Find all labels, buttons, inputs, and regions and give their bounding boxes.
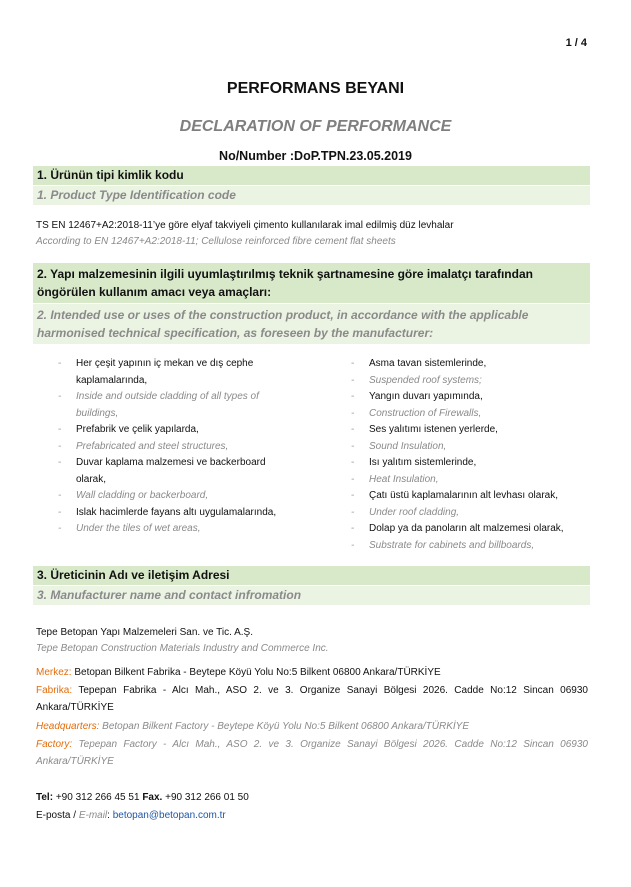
fax-label: Fax.	[142, 792, 163, 803]
page-number: 1 / 4	[565, 37, 587, 49]
section2-heading-en	[33, 304, 590, 344]
section2-heading-tr	[33, 263, 590, 303]
factory-label: Factory:	[36, 739, 73, 750]
list-item: - Her çeşit yapının iç mekan ve dış cephe kaplamalarında,	[58, 356, 293, 389]
list-item: - Duvar kaplama malzemesi ve backerboard olarak,	[58, 455, 293, 488]
list-item: - Substrate for cabinets and billboards,	[351, 538, 591, 555]
section2-heading-tr-line2: öngörülen kullanım amacı veya amaçları:	[37, 285, 272, 299]
fax-value: +90 312 266 01 50	[165, 792, 249, 803]
fabrika-label: Fabrika:	[36, 685, 73, 696]
list-item: - Under roof cladding,	[351, 505, 591, 522]
intended-uses-left-list	[58, 356, 293, 538]
section3-heading-en: 3. Manufacturer name and contact infromation	[33, 586, 590, 605]
list-item: - Wall cladding or backerboard,	[58, 488, 293, 505]
address-headquarters	[36, 718, 588, 735]
address-fabrika	[36, 682, 588, 716]
email-label-en: E-mail	[78, 810, 108, 821]
company-name-en: Tepe Betopan Construction Materials Industry and Commerce Inc.	[36, 643, 329, 654]
fabrika-text: Tepepan Fabrika - Alcı Mah., ASO 2. ve 3. Organize Sanayi Bölgesi 2026. Cadde No:12 Sincan 06930 Ankara/TÜRKİYE	[36, 685, 588, 713]
email-link[interactable]: betopan@betopan.com.tr	[112, 810, 226, 821]
list-item: - Suspended roof systems;	[351, 373, 591, 390]
intended-uses-right-list	[351, 356, 591, 554]
list-item: - Isı yalıtım sistemlerinde,	[351, 455, 591, 472]
tel-value: +90 312 266 45 51	[55, 792, 140, 803]
hq-label: Headquarters:	[36, 721, 100, 732]
section3-heading-tr: 3. Üreticinin Adı ve iletişim Adresi	[33, 566, 590, 585]
contact-phone	[36, 790, 249, 806]
title-en: DECLARATION OF PERFORMANCE	[179, 118, 452, 135]
section1-heading-en: 1. Product Type Identification code	[33, 186, 590, 205]
address-factory	[36, 736, 588, 770]
list-item: - Heat Insulation,	[351, 472, 591, 489]
merkez-text: Betopan Bilkent Fabrika - Beytepe Köyü Yolu No:5 Bilkent 06800 Ankara/TÜRKİYE	[74, 667, 441, 678]
list-item: - Dolap ya da panoların alt malzemesi olarak,	[351, 521, 591, 538]
hq-text: Betopan Bilkent Factory - Beytepe Köyü Yolu No:5 Bilkent 06800 Ankara/TÜRKİYE	[102, 721, 470, 732]
merkez-label: Merkez:	[36, 667, 72, 678]
list-item: - Construction of Firewalls,	[351, 406, 591, 423]
section2-heading-tr-line1: 2. Yapı malzemesinin ilgili uyumlaştırılmış teknik şartnamesine göre imalatçı tarafından	[37, 267, 533, 281]
company-name-tr: Tepe Betopan Yapı Malzemeleri San. ve Tic. A.Ş.	[36, 627, 253, 638]
list-item: - Prefabrik ve çelik yapılarda,	[58, 422, 293, 439]
address-merkez	[36, 664, 588, 681]
email-label-tr: E-posta /	[36, 810, 77, 821]
document-number: No/Number :DoP.TPN.23.05.2019	[219, 149, 412, 163]
section2-heading-en-line1: 2. Intended use or uses of the construction product, in accordance with the applicable	[37, 308, 529, 322]
title-tr: PERFORMANS BEYANI	[226, 80, 405, 97]
tel-label: Tel:	[36, 792, 54, 803]
section1-heading-tr: 1. Ürünün tipi kimlik kodu	[33, 166, 590, 185]
list-item: - Asma tavan sistemlerinde,	[351, 356, 591, 373]
section2-heading-en-line2: harmonised technical specification, as foreseen by the manufacturer:	[37, 326, 434, 340]
list-item: - Inside and outside cladding of all types of buildings,	[58, 389, 293, 422]
list-item: - Islak hacimlerde fayans altı uygulamalarında,	[58, 505, 293, 522]
list-item: - Çatı üstü kaplamalarının alt levhası olarak,	[351, 488, 591, 505]
section1-text-en: According to EN 12467+A2:2018-11; Cellulose reinforced fibre cement flat sheets	[36, 236, 396, 247]
factory-text: Tepepan Factory - Alcı Mah., ASO 2. ve 3. Organize Sanayi Bölgesi 2026. Cadde No:12 Sincan 06930 Ankara/TÜRKİYE	[36, 739, 588, 767]
list-item: - Yangın duvarı yapımında,	[351, 389, 591, 406]
list-item: - Prefabricated and steel structures,	[58, 439, 293, 456]
list-item: - Sound Insulation,	[351, 439, 591, 456]
contact-email: E-posta / E-mail: betopan@betopan.com.tr	[36, 810, 226, 821]
list-item: - Ses yalıtımı istenen yerlerde,	[351, 422, 591, 439]
section1-text-tr: TS EN 12467+A2:2018-11’ye göre elyaf takviyeli çimento kullanılarak imal edilmiş düz levhalar	[36, 220, 454, 231]
list-item: - Under the tiles of wet areas,	[58, 521, 293, 538]
